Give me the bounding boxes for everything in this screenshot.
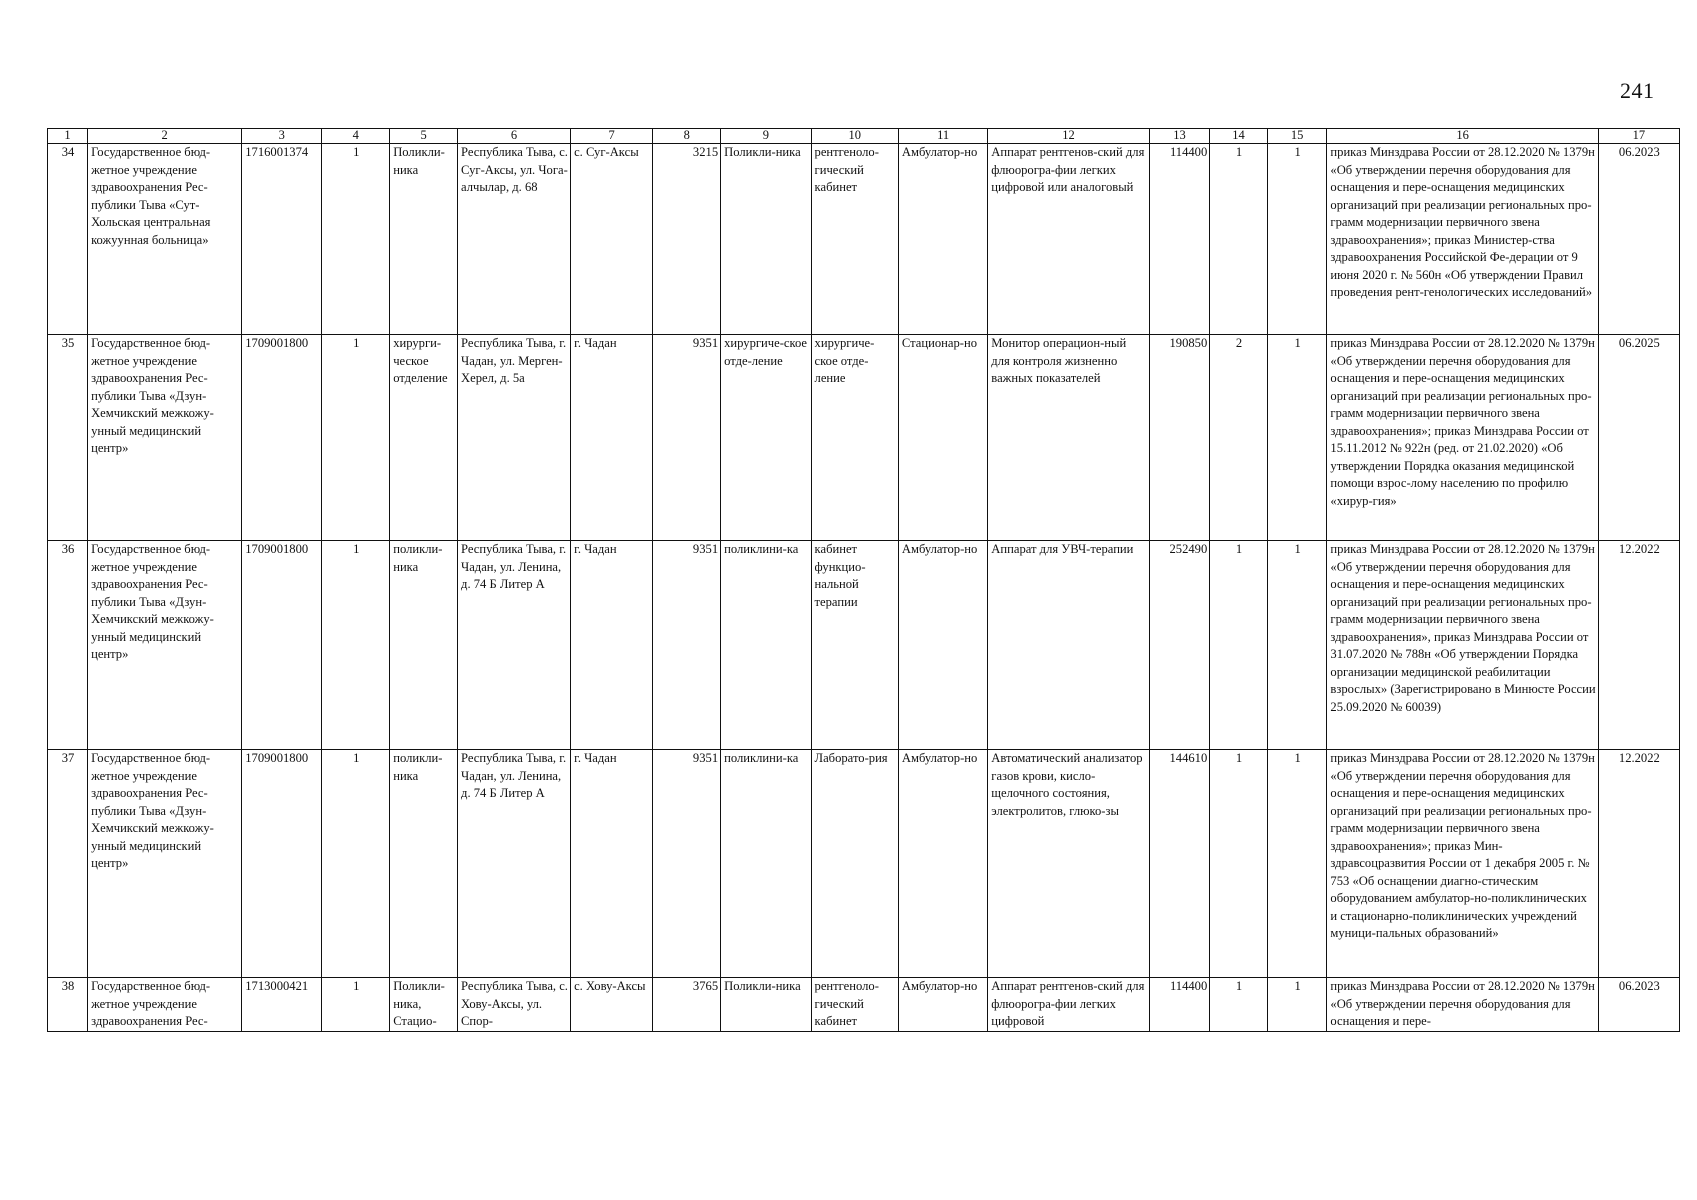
column-14-value: 2: [1210, 335, 1268, 541]
column-4-value: 1: [322, 144, 390, 335]
table-row: [48, 335, 1680, 541]
date: 06.2023: [1598, 144, 1679, 335]
column-14-value: 1: [1210, 978, 1268, 1032]
structural-unit: поликли-ника: [390, 750, 458, 978]
organization-name: Государственное бюд-жетное учреждение здравоохранения Рес-: [88, 978, 242, 1032]
equipment: Аппарат для УВЧ-терапии: [988, 541, 1149, 750]
address: Республика Тыва, г. Чадан, ул. Ленина, д. 74 Б Литер А: [458, 750, 571, 978]
row-number: 36: [48, 541, 88, 750]
address: Республика Тыва, с. Суг-Аксы, ул. Чога-алчылар, д. 68: [458, 144, 571, 335]
column-15-value: 1: [1267, 144, 1327, 335]
org-code: 1709001800: [242, 750, 322, 978]
column-4-value: 1: [322, 335, 390, 541]
department: хирургиче-ское отде-ление: [721, 335, 811, 541]
price: 252490: [1149, 541, 1210, 750]
population: 9351: [653, 750, 721, 978]
row-number: 38: [48, 978, 88, 1032]
row-number: 37: [48, 750, 88, 978]
price: 114400: [1149, 978, 1210, 1032]
structural-unit: Поликли-ника: [390, 144, 458, 335]
column-number: 7: [571, 129, 653, 144]
structural-unit: Поликли-ника, Стацио-: [390, 978, 458, 1032]
column-number: 17: [1598, 129, 1679, 144]
structural-unit: хирурги-ческое отделение: [390, 335, 458, 541]
address: Республика Тыва, г. Чадан, ул. Ленина, д. 74 Б Литер А: [458, 541, 571, 750]
equipment: Аппарат рентгенов-ский для флюорогра-фии легких цифровой или аналоговый: [988, 144, 1149, 335]
care-type: Амбулатор-но: [898, 541, 987, 750]
population: 3765: [653, 978, 721, 1032]
equipment-registry-table: [47, 128, 1680, 1032]
care-type: Амбулатор-но: [898, 750, 987, 978]
column-number: 5: [390, 129, 458, 144]
legal-basis: приказ Минздрава России от 28.12.2020 № 1379н «Об утверждении перечня оборудования для оснащения и пере-: [1327, 978, 1598, 1032]
equipment: Автоматический анализатор газов крови, кисло-щелочного состояния, электролитов, глюко-зы: [988, 750, 1149, 978]
column-14-value: 1: [1210, 750, 1268, 978]
column-number: 2: [88, 129, 242, 144]
care-type: Амбулатор-но: [898, 978, 987, 1032]
column-number: 11: [898, 129, 987, 144]
locality: г. Чадан: [571, 541, 653, 750]
locality: г. Чадан: [571, 335, 653, 541]
population: 3215: [653, 144, 721, 335]
population: 9351: [653, 541, 721, 750]
date: 12.2022: [1598, 541, 1679, 750]
equipment: Аппарат рентгенов-ский для флюорогра-фии легких цифровой: [988, 978, 1149, 1032]
column-number: 10: [811, 129, 898, 144]
column-15-value: 1: [1267, 978, 1327, 1032]
column-15-value: 1: [1267, 335, 1327, 541]
column-number: 4: [322, 129, 390, 144]
structural-unit: поликли-ника: [390, 541, 458, 750]
table-row: [48, 750, 1680, 978]
locality: г. Чадан: [571, 750, 653, 978]
table-row: [48, 144, 1680, 335]
legal-basis: приказ Минздрава России от 28.12.2020 № 1379н «Об утверждении перечня оборудования для оснащения и пере-оснащения медицинских организаций при реализации региональных про-грамм модернизации первичного звена здравоохранения»; приказ Министер-ства здравоохранения Российской Фе-дерации от 9 июня 2020 г. № 560н «Об утверждении Правил проведения рент-генологических исследований»: [1327, 144, 1598, 335]
column-4-value: 1: [322, 750, 390, 978]
room: рентгеноло-гический кабинет: [811, 144, 898, 335]
address: Республика Тыва, г. Чадан, ул. Мерген-Херел, д. 5а: [458, 335, 571, 541]
address: Республика Тыва, с. Хову-Аксы, ул. Спор-: [458, 978, 571, 1032]
org-code: 1709001800: [242, 541, 322, 750]
price: 114400: [1149, 144, 1210, 335]
department: поликлини-ка: [721, 750, 811, 978]
price: 144610: [1149, 750, 1210, 978]
column-15-value: 1: [1267, 750, 1327, 978]
date: 12.2022: [1598, 750, 1679, 978]
legal-basis: приказ Минздрава России от 28.12.2020 № 1379н «Об утверждении перечня оборудования для оснащения и пере-оснащения медицинских организаций при реализации региональных про-грамм модернизации первичного звена здравоохранения»; приказ Мин-здравсоцразвития России от 1 декабря 2005 г. № 753 «Об оснащении диагно-стическим оборудованием амбулатор-но-поликлинических и стационарно-поликлинических учреждений муници-пальных образований»: [1327, 750, 1598, 978]
locality: с. Хову-Аксы: [571, 978, 653, 1032]
organization-name: Государственное бюд-жетное учреждение здравоохранения Рес-публики Тыва «Дзун-Хемчикский межкожу-унный медицинский центр»: [88, 541, 242, 750]
org-code: 1716001374: [242, 144, 322, 335]
table-row: [48, 541, 1680, 750]
organization-name: Государственное бюд-жетное учреждение здравоохранения Рес-публики Тыва «Дзун-Хемчикский межкожу-унный медицинский центр»: [88, 335, 242, 541]
column-number: 15: [1267, 129, 1327, 144]
organization-name: Государственное бюд-жетное учреждение здравоохранения Рес-публики Тыва «Дзун-Хемчикский межкожу-унный медицинский центр»: [88, 750, 242, 978]
column-number: 9: [721, 129, 811, 144]
column-14-value: 1: [1210, 144, 1268, 335]
column-15-value: 1: [1267, 541, 1327, 750]
department: поликлини-ка: [721, 541, 811, 750]
date: 06.2025: [1598, 335, 1679, 541]
column-number: 8: [653, 129, 721, 144]
column-number: 13: [1149, 129, 1210, 144]
column-number: 16: [1327, 129, 1598, 144]
price: 190850: [1149, 335, 1210, 541]
org-code: 1709001800: [242, 335, 322, 541]
column-14-value: 1: [1210, 541, 1268, 750]
legal-basis: приказ Минздрава России от 28.12.2020 № 1379н «Об утверждении перечня оборудования для оснащения и пере-оснащения медицинских организаций при реализации региональных про-грамм модернизации первичного звена здравоохранения»; приказ Минздрава России от 15.11.2012 № 922н (ред. от 21.02.2020) «Об утверждении Порядка оказания медицинской помощи взрос-лому населению по профилю «хирур-гия»: [1327, 335, 1598, 541]
population: 9351: [653, 335, 721, 541]
room: рентгеноло-гический кабинет: [811, 978, 898, 1032]
table-row: [48, 978, 1680, 1032]
column-number: 1: [48, 129, 88, 144]
equipment: Монитор операцион-ный для контроля жизненно важных показателей: [988, 335, 1149, 541]
department: Поликли-ника: [721, 144, 811, 335]
department: Поликли-ника: [721, 978, 811, 1032]
column-4-value: 1: [322, 541, 390, 750]
legal-basis: приказ Минздрава России от 28.12.2020 № 1379н «Об утверждении перечня оборудования для оснащения и пере-оснащения медицинских организаций при реализации региональных про-грамм модернизации первичного звена здравоохранения», приказ Минздрава России от 31.07.2020 № 788н «Об утверждении Порядка организации медицинской реабилитации взрослых» (Зарегистрировано в Минюсте России 25.09.2020 № 60039): [1327, 541, 1598, 750]
locality: с. Суг-Аксы: [571, 144, 653, 335]
column-number: 3: [242, 129, 322, 144]
care-type: Амбулатор-но: [898, 144, 987, 335]
page-number: 241: [1620, 78, 1655, 103]
column-4-value: 1: [322, 978, 390, 1032]
column-number: 14: [1210, 129, 1268, 144]
row-number: 34: [48, 144, 88, 335]
column-number: 6: [458, 129, 571, 144]
org-code: 1713000421: [242, 978, 322, 1032]
date: 06.2023: [1598, 978, 1679, 1032]
row-number: 35: [48, 335, 88, 541]
care-type: Стационар-но: [898, 335, 987, 541]
column-number-row: [48, 129, 1680, 144]
column-number: 12: [988, 129, 1149, 144]
organization-name: Государственное бюд-жетное учреждение здравоохранения Рес-публики Тыва «Сут-Хольская центральная кожуунная больница»: [88, 144, 242, 335]
room: хирургиче-ское отде-ление: [811, 335, 898, 541]
room: Лаборато-рия: [811, 750, 898, 978]
room: кабинет функцио-нальной терапии: [811, 541, 898, 750]
